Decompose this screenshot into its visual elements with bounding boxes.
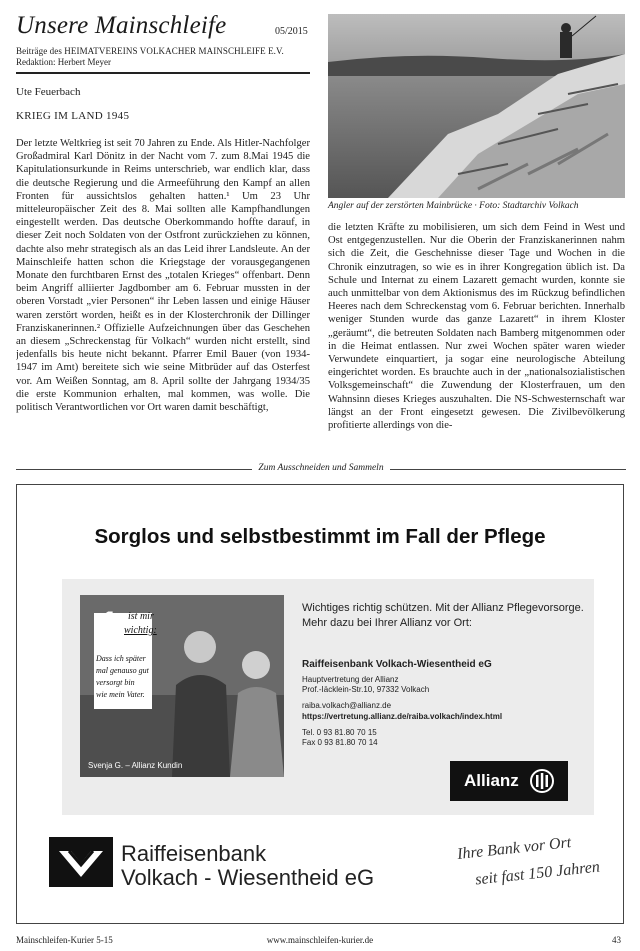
rb-name-line-1: Raiffeisenbank	[121, 841, 267, 866]
photo-caption: Angler auf der zerstörten Mainbrücke · Foto: Stadtarchiv Volkach	[328, 201, 579, 211]
ad-phone: Tel. 0 93 81.80 70 15	[302, 728, 377, 737]
photo-quote	[96, 653, 149, 701]
rb-slogan-line-1: Ihre Bank vor Ort	[456, 834, 573, 863]
footer-publication: Mainschleifen-Kurier 5-15	[16, 935, 113, 945]
photo-credit: Svenja G. – Allianz Kundin	[88, 761, 183, 770]
cut-line-label: Zum Ausschneiden und Sammeln	[252, 463, 389, 473]
ad-photo	[80, 595, 284, 777]
footer-website[interactable]: www.mainschleifen-kurier.de	[266, 935, 374, 945]
raiffeisenbank-logo-icon	[49, 837, 113, 887]
article-author: Ute Feuerbach	[16, 86, 81, 98]
ad-address-line: Hauptvertretung der Allianz	[302, 675, 399, 684]
ad-bank-name: Raiffeisenbank Volkach-Wiesentheid eG	[302, 659, 492, 670]
photo-text-1: ist mir	[128, 611, 154, 622]
rb-name-line-2: Volkach - Wiesentheid eG	[121, 865, 375, 890]
ad-intro	[302, 601, 584, 631]
ad-address-line: Prof.-Iäcklein-Str.10, 97332 Volkach	[302, 685, 430, 694]
rb-slogan-line-2: seit fast 150 Jahren	[474, 858, 601, 889]
cut-line	[16, 463, 626, 475]
ad-fax: Fax 0 93 81.80 70 14	[302, 738, 378, 747]
article-photo	[328, 14, 625, 198]
footer-page-number: 43	[612, 935, 621, 945]
allianz-advertisement	[16, 484, 624, 924]
ad-intro-line: Mehr dazu bei Ihrer Allianz vor Ort:	[302, 617, 472, 629]
ad-url-link[interactable]: https://vertretung.allianz.de/raiba.volkach/index.html	[302, 712, 503, 721]
allianz-eagle-icon	[530, 769, 554, 793]
allianz-logo-text: Allianz	[464, 771, 519, 790]
masthead-subtitle: Beiträge des HEIMATVEREINS VOLKACHER MAINSCHLEIFE E.V.	[16, 46, 284, 56]
ad-panel	[62, 579, 594, 815]
article-column-left	[16, 137, 310, 470]
photo-big-number: 1	[100, 605, 119, 643]
photo-quote-line: versorgt bin	[96, 678, 135, 687]
issue-number: 05/2015	[275, 26, 308, 37]
photo-quote-line: mal genauso gut	[96, 666, 149, 675]
allianz-logo	[450, 761, 568, 801]
article-paragraph: die letzten Kräfte zu mobilisieren, um sich dem Feind in West und Ost entgegenzustellen. Nur die Oberin der Franziskanerinnen nahm sich die Zeit, die Geschehnisse dieser Tage und Wochen in die Chronik einzutragen, so wie es in ihrer Kongregation üblich ist. Da Schule und Internat zu einem Lazarett gemacht wurden, konnte sie auch unmittelbar von dem Aktionismus des im Rückzug befindlichen Heeres nach dem Schreckenstag vom 6. Februar berichten. Innerhalb weniger Stunden wurde das ganze Lazarett“ in ihrem Kloster „geräumt“, die betreuten Soldaten nach Bamberg mitgenommen oder in die Heimat entlassen. Nur zwei Wochen später waren wieder Verwundete einquartiert, ja sogar eine neurologische Abteilung eingerichtet worden. Es brauchte auch in der „nationalsozialistischen Volksgemeinschaft“ die Zuwendung der Klosterfrauen, um den Wahnsinn dieses Krieges auszuhalten. Die NS-Schwesternschaft war längst an der Front eingesetzt gewesen. Die Zivilbevölkerung profitierte allerdings von die-	[328, 222, 625, 432]
masthead-title: Unsere Mainschleife	[16, 12, 227, 39]
ad-headline: Sorglos und selbstbestimmt im Fall der Pflege	[94, 525, 546, 548]
masthead-editor: Redaktion: Herbert Meyer	[16, 57, 111, 67]
article-headline: KRIEG IM LAND 1945	[16, 110, 130, 122]
masthead-rule	[16, 72, 310, 74]
ad-intro-line: Wichtiges richtig schützen. Mit der Allianz Pflegevorsorge.	[302, 602, 584, 614]
article-column-right	[328, 221, 625, 442]
photo-quote-line: Dass ich später	[96, 654, 146, 663]
bridge-photo-image	[328, 14, 625, 198]
article-paragraph: Der letzte Weltkrieg ist seit 70 Jahren zu Ende. Als Hitler-Nachfolger Großadmiral Karl Dönitz in der Nacht vom 7. zum 8.Mai 1945 die Kapitulationsurkunde in Reims unterschrieb, war endlich klar, dass die deutsche Regierung und die Armeeführung den Kampf an allen Fronten für aussichtslos gehalten hatten.¹ Um 23 Uhr mitteleuropäischer Zeit des 8. Mai sollten alle Kampfhandlungen eingestellt werden. Das deutsche Oberkommando hoffte darauf, in dieser Zeit noch Soldaten von der Ostfront zurückziehen zu können, dachte also mehr strategisch als an das Leid ihrer Landsleute. An der Mainschleife hatten schon die Kriegstage der vorausgegangenen Monate den furchtbaren Ernst des „totalen Krieges“ offenbart. Denn beim Angriff alliierter Jagdbomber am 6. Februar mussten in der oberen Vorstadt „vier Personen“ ihr Leben lassen und einige Häuser waren zerstört worden, heißt es in der Klosterchronik der Dillinger Franziskanerinnen.² Offizielle Aufzeichnungen über das Geschehen an diesem „Schreckenstag für Volkach“ wurden nicht erstellt, sind jedenfalls bis heute nicht bekannt. Pfarrer Emil Bauer (von 1934-1947 im Amt) bereitete sich wie seine Mitbrüder auf das Osterfest vor. Am Weißen Sonntag, am 8. April sollte der Jahrgang 1934/35 die erste Kommunion erhalten, mal kommen, was wolle. Die politisch Verantwortlichen vor Ort waren damit beschäftigt,	[16, 138, 310, 414]
photo-quote-line: wie mein Vater.	[96, 690, 145, 699]
photo-text-2: wichtig:	[124, 625, 157, 636]
ad-email-link[interactable]: raiba.volkach@allianz.de	[302, 701, 392, 710]
